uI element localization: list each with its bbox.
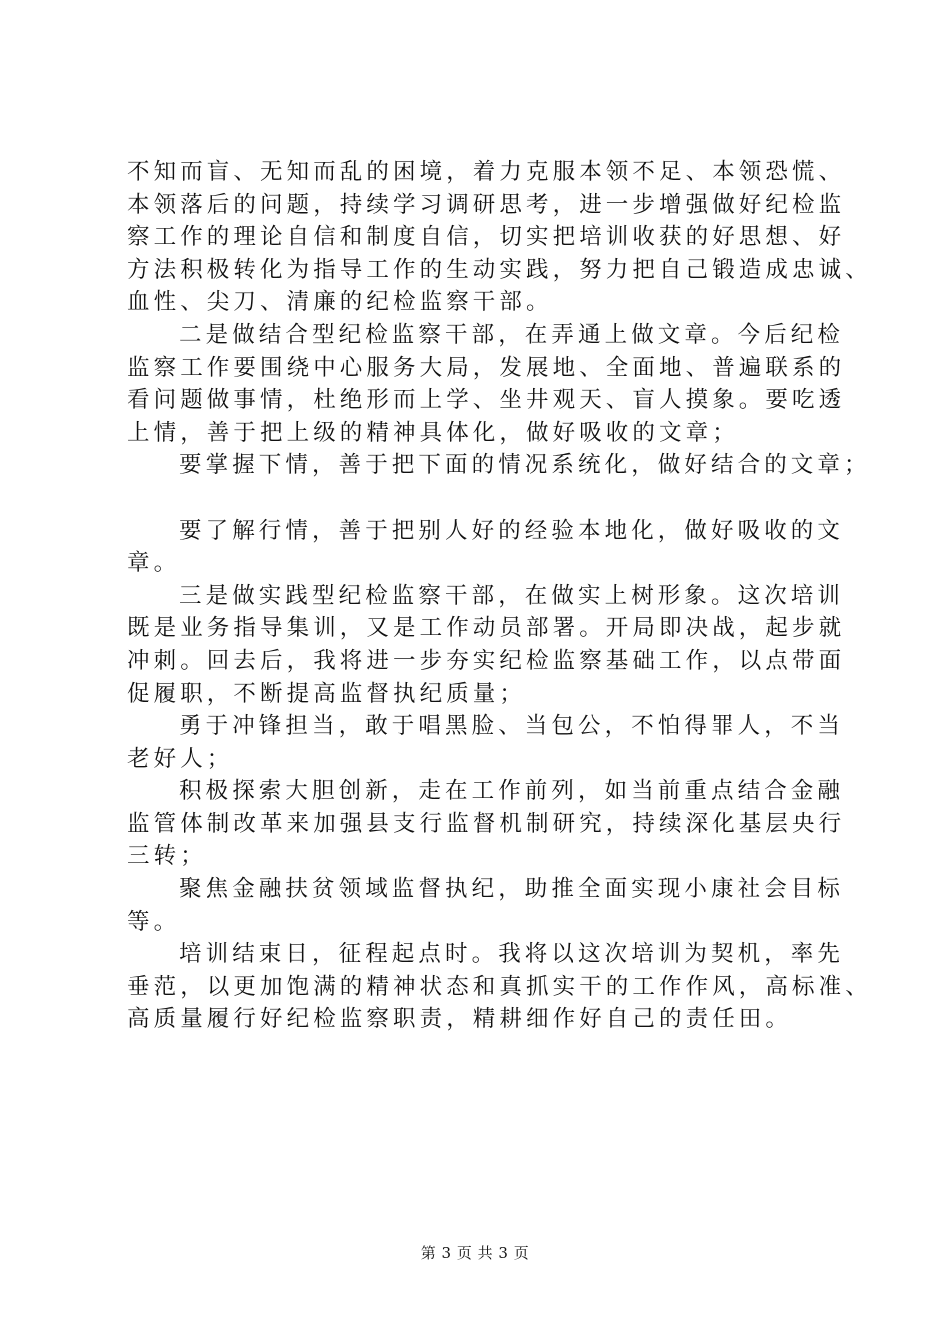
paragraph-start-line: 培训结束日，征程起点时。我将以这次培训为契机，率先: [179, 941, 845, 968]
text-line: 血性、尖刀、清廉的纪检监察干部。: [127, 289, 553, 316]
text-line: 本领落后的问题，持续学习调研思考，进一步增强做好纪检监: [127, 191, 846, 218]
page-number-footer: 第 3 页 共 3 页: [420, 1244, 530, 1262]
text-line: 章。: [127, 550, 181, 577]
text-line: 冲刺。回去后，我将进一步夯实纪检监察基础工作，以点带面: [127, 647, 846, 674]
text-line: 上情，善于把上级的精神具体化，做好吸收的文章；: [127, 419, 739, 446]
text-line: 三转；: [127, 843, 207, 870]
text-line: 看问题做事情，杜绝形而上学、坐井观天、盲人摸象。要吃透: [127, 387, 846, 414]
text-line: 监管体制改革来加强县支行监督机制研究，持续深化基层央行: [127, 810, 846, 837]
text-line: 不知而盲、无知而乱的困境，着力克服本领不足、本领恐慌、: [127, 159, 846, 185]
paragraph-start-line: 勇于冲锋担当，敢于唱黑脸、当包公，不怕得罪人，不当: [179, 713, 845, 740]
paragraph-start-line: 二是做结合型纪检监察干部，在弄通上做文章。今后纪检: [179, 321, 845, 348]
paragraph-start-line: 三是做实践型纪检监察干部，在做实上树形象。这次培训: [179, 582, 845, 609]
text-line: 等。: [127, 908, 181, 935]
text-line: 方法积极转化为指导工作的生动实践，努力把自己锻造成忠诚、: [127, 256, 872, 283]
paragraph-start-line: 积极探索大胆创新，走在工作前列，如当前重点结合金融: [179, 778, 845, 805]
document-body: [127, 156, 872, 1036]
text-line: 监察工作要围绕中心服务大局，发展地、全面地、普遍联系的: [127, 354, 846, 381]
paragraph-start-line: 要掌握下情，善于把下面的情况系统化，做好结合的文章；: [179, 452, 871, 479]
text-line: 察工作的理论自信和制度自信，切实把培训收获的好思想、好: [127, 224, 846, 251]
text-line: 老好人；: [127, 745, 234, 772]
text-line: 高质量履行好纪检监察职责，精耕细作好自己的责任田。: [127, 1006, 793, 1033]
paragraph-start-line: 聚焦金融扶贫领域监督执纪，助推全面实现小康社会目标: [179, 876, 845, 903]
text-line: 垂范，以更加饱满的精神状态和真抓实干的工作作风，高标准、: [127, 973, 872, 1000]
paragraph-start-line: 要了解行情，善于把别人好的经验本地化，做好吸收的文: [179, 517, 845, 544]
text-line: 促履职，不断提高监督执纪质量；: [127, 680, 527, 707]
blank-line: [127, 482, 827, 515]
text-line: 既是业务指导集训，又是工作动员部署。开局即决战，起步就: [127, 615, 846, 642]
